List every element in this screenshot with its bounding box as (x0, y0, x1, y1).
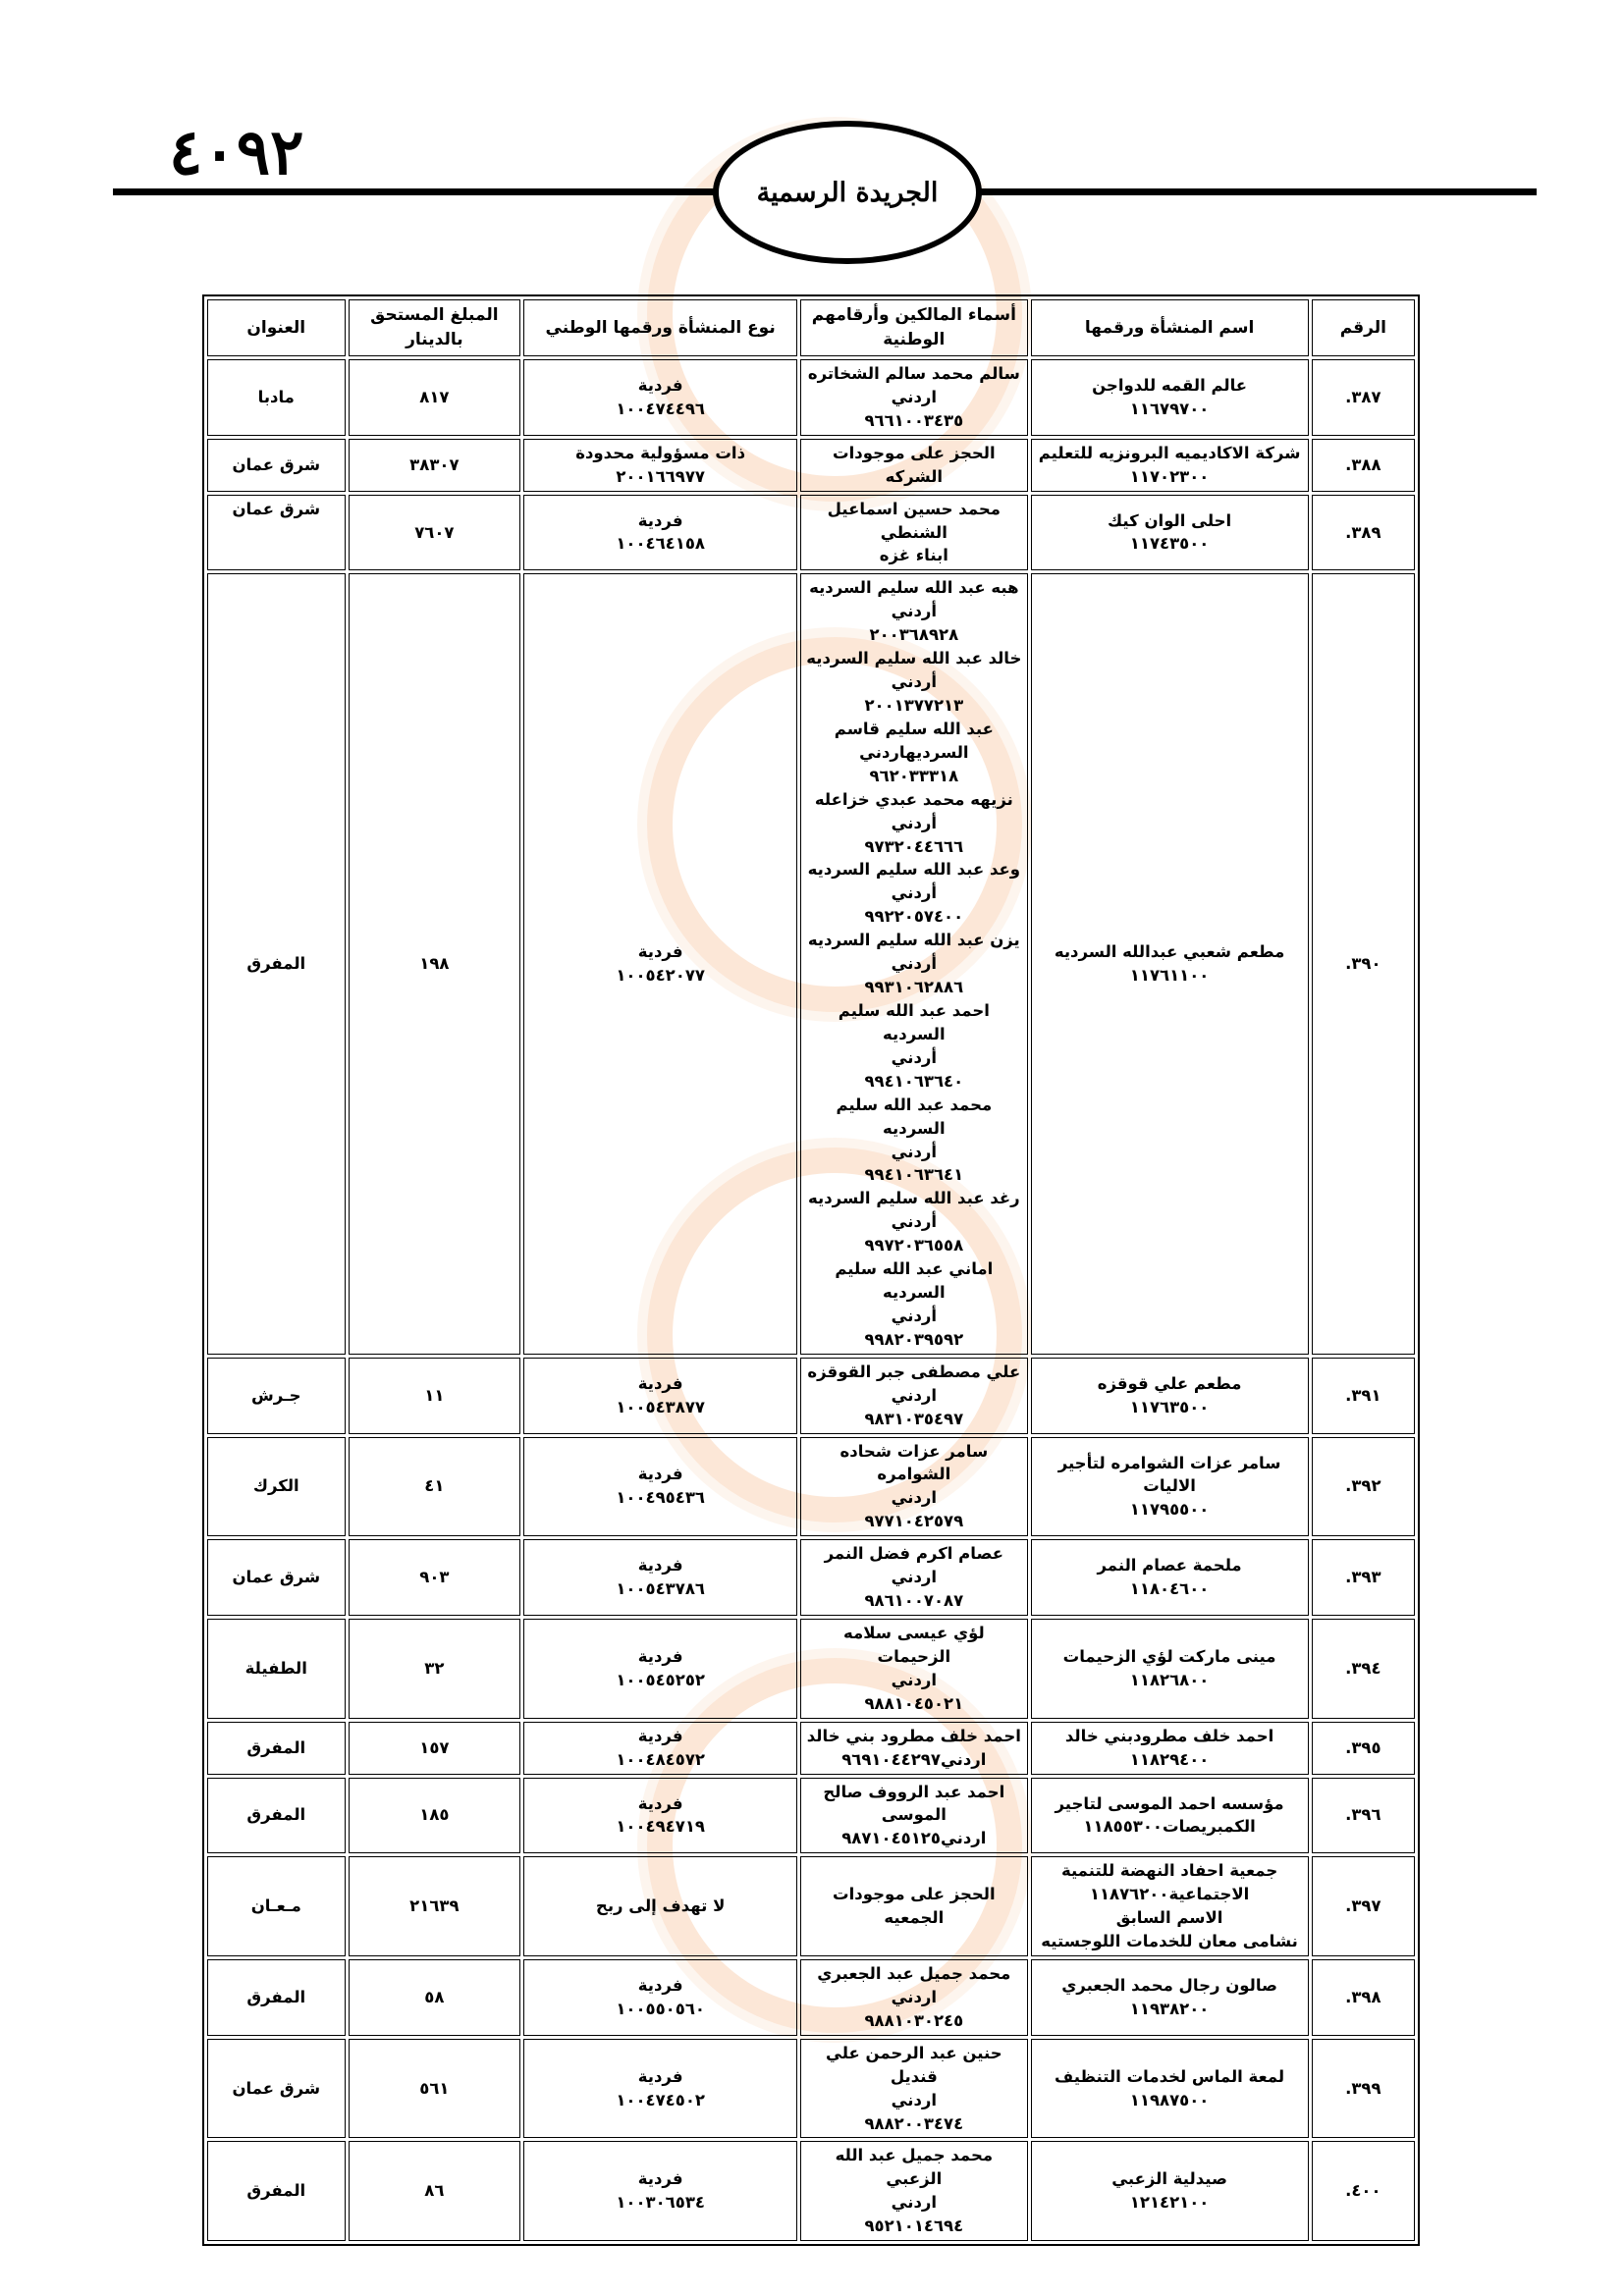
address-cell: مادبا (207, 359, 346, 436)
owners-line: اردني (891, 1987, 938, 2006)
establishment-name-cell (1031, 1437, 1309, 1537)
owners-line: أردني (891, 883, 938, 903)
owners-line: سامر عزات شحاده الشوامره (839, 1441, 989, 1484)
owners-line: اردني (891, 1385, 938, 1405)
owners-line: ٩٩٣١٠٦٢٨٨٦ (864, 978, 964, 997)
row-number-cell: ٣٩٧. (1312, 1856, 1415, 1956)
address-cell: شرق عمان (207, 2039, 346, 2139)
owners-line: ٩٩٨٢٠٣٩٥٩٢ (864, 1329, 964, 1349)
table-header-row (207, 299, 1415, 356)
establishment-name-line: لمعة الماس لخدمات التنظيف (1055, 2066, 1285, 2086)
establishment-type-line: ١٠٠٣٠٦٥٣٤ (616, 2193, 705, 2213)
owners-line: أردني (891, 1212, 938, 1232)
address-cell: الكرك (207, 1437, 346, 1537)
owners-line: ٩٩٢٢٠٥٧٤٠٠ (864, 907, 964, 927)
owners-line: أردني (891, 1142, 938, 1161)
amount-cell: ٧٦٠٧ (349, 495, 521, 571)
address-cell: الطفيلة (207, 1619, 346, 1719)
row-number-cell: ٣٩٤. (1312, 1619, 1415, 1719)
establishment-type-cell (523, 359, 797, 436)
owners-cell (800, 359, 1027, 436)
owners-cell (800, 1437, 1027, 1537)
owners-line: أردني (891, 813, 938, 832)
establishment-name-line: ١١٧٦٣٥٠٠ (1129, 1397, 1210, 1416)
col-header-number: الرقم (1312, 299, 1415, 356)
establishment-type-cell (523, 1722, 797, 1775)
owners-line: لؤي عيسى سلامه الزحيمات (843, 1624, 985, 1666)
amount-cell: ٨١٧ (349, 359, 521, 436)
owners-line: محمد جميل عبد الله الزعبي (835, 2146, 994, 2189)
owners-line: خالد عبد الله سليم السرديه (806, 649, 1022, 668)
address-cell: جـرش (207, 1358, 346, 1434)
address-cell: شرق عمان (207, 495, 346, 571)
owners-line: أردني (891, 1306, 938, 1325)
amount-cell: ١١ (349, 1358, 521, 1434)
establishment-name-cell (1031, 1722, 1309, 1775)
establishment-name-cell (1031, 1539, 1309, 1616)
owners-line: اردني (891, 387, 938, 406)
row-number-cell: ٣٩٩. (1312, 2039, 1415, 2139)
owners-cell (800, 495, 1027, 571)
establishment-type-line: ذات مسؤولية محدودة (575, 443, 746, 462)
owners-line: الموسى (881, 1805, 947, 1825)
owners-line: أردني (891, 672, 938, 692)
owners-cell (800, 1722, 1027, 1775)
owners-cell (800, 1959, 1027, 2036)
establishment-type-cell (523, 573, 797, 1354)
owners-line: نزيهه محمد عبدي خزاعله (814, 789, 1013, 809)
establishment-name-line: مؤسسه احمد الموسى لتاجير (1055, 1793, 1284, 1813)
owners-line: اردني (891, 1488, 938, 1508)
establishment-type-line: ١٠٠٥٤٣٧٨٦ (616, 1579, 705, 1599)
owners-line: ٩٧٧١٠٤٢٥٧٩ (864, 1512, 964, 1531)
establishment-type-line: ٢٠٠١٦٦٩٧٧ (616, 466, 705, 486)
owners-line: محمد عبد الله سليم السرديه (836, 1095, 993, 1138)
establishment-name-cell (1031, 573, 1309, 1354)
row-number-cell: ٣٩٨. (1312, 1959, 1415, 2036)
owners-line: ٩٩٤١٠٦٣٦٤١ (864, 1165, 964, 1185)
establishment-name-line: ١٢١٤٢١٠٠ (1129, 2193, 1210, 2213)
establishment-name-cell (1031, 359, 1309, 436)
owners-line: رغد عبد الله سليم السرديه (808, 1189, 1020, 1208)
owners-line: محمد حسين اسماعيل الشنطي (827, 499, 1001, 542)
establishment-name-cell (1031, 495, 1309, 571)
col-header-amount: المبلغ المستحق بالدينار (349, 299, 521, 356)
establishment-type-line: ١٠٠٥٤٢٠٧٧ (616, 966, 705, 986)
establishment-type-line: فردية (637, 1556, 683, 1575)
establishment-type-line: لا تهدف إلى ربح (595, 1896, 726, 1916)
table-row (207, 1722, 1415, 1775)
establishment-name-line: ١١٨٠٤٦٠٠ (1129, 1579, 1210, 1599)
establishment-type-line: ١٠٠٥٤٣٨٧٧ (616, 1397, 705, 1416)
owners-line: سالم محمد سالم الشخاتره (807, 364, 1020, 383)
owners-line: حنين عبد الرحمن علي قنديل (826, 2043, 1002, 2086)
establishment-name-line: احمد خلف مطرودبني خالد (1064, 1726, 1274, 1745)
owners-line: علي مصطفى جبر القوقزه (807, 1362, 1021, 1381)
amount-cell: ١٩٨ (349, 573, 521, 1354)
establishment-type-line: ١٠٠٤٨٤٥٧٢ (616, 1749, 705, 1769)
establishment-name-line: ١١٧٩٥٥٠٠ (1129, 1500, 1210, 1520)
table-row (207, 495, 1415, 571)
address-cell: المفرق (207, 573, 346, 1354)
col-header-type: نوع المنشأة ورقمها الوطني (523, 299, 797, 356)
table-row (207, 1856, 1415, 1956)
owners-line: أردني (891, 954, 938, 974)
owners-line: ٩٦٦١٠٠٣٤٣٥ (864, 410, 964, 430)
owners-cell (800, 2039, 1027, 2139)
col-header-address: العنوان (207, 299, 346, 356)
owners-line: ٩٦٢٠٣٣٣١٨ (869, 766, 959, 785)
establishment-name-line: ١١٩٣٨٢٠٠ (1129, 1999, 1210, 2018)
owners-line: ٢٠٠٣٦٨٩٢٨ (869, 625, 959, 645)
establishment-type-cell (523, 1619, 797, 1719)
owners-cell (800, 1619, 1027, 1719)
establishment-name-line: مطعم شعبي عبدالله السرديه (1054, 942, 1285, 962)
table-row (207, 1437, 1415, 1537)
address-cell: المفرق (207, 1959, 346, 2036)
establishment-name-cell (1031, 1856, 1309, 1956)
owners-line: وعد عبد الله سليم السرديه (807, 860, 1021, 880)
owners-cell (800, 1358, 1027, 1434)
establishment-type-line: فردية (637, 2066, 683, 2086)
establishment-type-cell (523, 1856, 797, 1956)
establishment-name-line: الاجتماعية١١٨٧٦٢٠٠ (1089, 1885, 1250, 1904)
table-row (207, 1358, 1415, 1434)
establishment-name-line: سامر عزات الشوامره لتأجير (1057, 1453, 1281, 1472)
address-cell: مـعـان (207, 1856, 346, 1956)
establishment-type-cell (523, 2039, 797, 2139)
establishment-type-line: فردية (637, 510, 683, 530)
row-number-cell: ٤٠٠. (1312, 2141, 1415, 2241)
table-row (207, 359, 1415, 436)
establishment-type-cell (523, 1959, 797, 2036)
row-number-cell: ٣٨٩. (1312, 495, 1415, 571)
owners-cell (800, 1856, 1027, 1956)
owners-line: الحجز على موجودات الجمعيه (833, 1885, 996, 1928)
owners-line: ٩٨٦١٠٠٧٠٨٧ (864, 1591, 964, 1611)
row-number-cell: ٣٩١. (1312, 1358, 1415, 1434)
table-row (207, 1778, 1415, 1854)
owners-line: ٩٨٨٢٠٠٣٤٧٤ (864, 2113, 964, 2133)
establishment-name-cell (1031, 439, 1309, 492)
establishment-name-cell (1031, 1959, 1309, 2036)
owners-line: محمد جميل عبد الجعبري (817, 1964, 1011, 1983)
establishment-name-line: الاليات (1143, 1476, 1196, 1496)
table-row (207, 439, 1415, 492)
owners-cell (800, 2141, 1027, 2241)
establishment-type-line: ١٠٠٤٧٤٥٠٢ (616, 2090, 705, 2109)
owners-line: ٩٨٨١٠٣٠٢٤٥ (864, 2010, 964, 2030)
row-number-cell: ٣٩٦. (1312, 1778, 1415, 1854)
establishment-name-cell (1031, 2039, 1309, 2139)
col-header-owners: أسماء المالكين وأرقامهم الوطنية (800, 299, 1027, 356)
establishment-type-cell (523, 2141, 797, 2241)
row-number-cell: ٣٩٣. (1312, 1539, 1415, 1616)
row-number-cell: ٣٩٥. (1312, 1722, 1415, 1775)
amount-cell: ٣٨٣٠٧ (349, 439, 521, 492)
amount-cell: ٥٨ (349, 1959, 521, 2036)
owners-line: السرديهاردني (859, 742, 969, 762)
establishment-type-cell (523, 1358, 797, 1434)
establishment-name-line: عالم القمه للدواجن (1092, 375, 1248, 395)
row-number-cell: ٣٩٠. (1312, 573, 1415, 1354)
amount-cell: ٨٦ (349, 2141, 521, 2241)
owners-line: يزن عبد الله سليم السرديه (807, 931, 1020, 950)
owners-line: اردني٩٦٩١٠٤٤٢٩٧ (841, 1749, 987, 1769)
amount-cell: ١٥٧ (349, 1722, 521, 1775)
page-number: ٤٠٩٢ (169, 116, 304, 189)
establishment-name-line: الاسم السابق (1115, 1908, 1223, 1928)
establishment-type-line: ١٠٠٤٩٤٧١٩ (616, 1817, 705, 1837)
address-cell: شرق عمان (207, 439, 346, 492)
owners-line: احمد خلف مطرود بني خالد (806, 1726, 1021, 1745)
establishment-type-line: فردية (637, 1465, 683, 1484)
owners-line: احمد عبد الله سليم السرديه (838, 1000, 990, 1043)
owners-line: اردني (891, 1670, 938, 1689)
owners-line: عصام اكرم فضل النمر (824, 1544, 1004, 1564)
establishment-name-cell (1031, 1778, 1309, 1854)
establishment-type-line: فردية (637, 942, 683, 962)
establishment-name-line: شركة الاكاديميه البرونزيه للتعليم (1038, 443, 1301, 462)
establishment-type-cell (523, 1539, 797, 1616)
amount-cell: ٤١ (349, 1437, 521, 1537)
establishment-name-cell (1031, 1619, 1309, 1719)
owners-cell (800, 1539, 1027, 1616)
establishment-name-line: ١١٧٦١١٠٠ (1129, 966, 1210, 986)
owners-line: ٩٧٣٢٠٤٤٦٦٦ (864, 836, 964, 856)
row-number-cell: ٣٨٨. (1312, 439, 1415, 492)
owners-line: ابناء غزه (879, 546, 948, 565)
establishment-name-cell (1031, 2141, 1309, 2241)
address-cell: شرق عمان (207, 1539, 346, 1616)
owners-line: احمد عبد الرووف صالح (823, 1782, 1005, 1801)
address-cell: المفرق (207, 1722, 346, 1775)
col-header-name: اسم المنشأة ورقمها (1031, 299, 1309, 356)
owners-cell (800, 439, 1027, 492)
establishment-type-line: ١٠٠٥٤٥٢٥٢ (616, 1670, 705, 1689)
owners-line: اردني٩٨٧١٠٤٥١٢٥ (841, 1829, 987, 1848)
owners-cell (800, 1778, 1027, 1854)
address-cell: المفرق (207, 2141, 346, 2241)
establishment-type-line: فردية (637, 1975, 683, 1995)
establishment-name-line: ملحمة عصام النمر (1097, 1556, 1242, 1575)
establishment-type-line: ١٠٠٤٦٤١٥٨ (616, 534, 705, 554)
establishment-name-line: صالون رجال محمد الجعبري (1061, 1975, 1277, 1995)
address-cell: المفرق (207, 1778, 346, 1854)
owners-line: ٢٠٠١٣٧٧٢١٣ (864, 695, 964, 715)
establishment-name-line: مينى ماركت لؤي الزحيمات (1062, 1646, 1276, 1666)
owners-line: ٩٩٤١٠٦٣٦٤٠ (864, 1071, 964, 1091)
table-row (207, 1539, 1415, 1616)
owners-line: ٩٨٣١٠٣٥٤٩٧ (864, 1409, 964, 1428)
establishment-name-line: ١١٧٠٢٣٠٠ (1129, 466, 1210, 486)
owners-line: هبه عبد الله سليم السرديه (809, 578, 1019, 598)
owners-line: ٩٩٧٢٠٣٦٥٥٨ (864, 1236, 964, 1255)
establishment-type-cell (523, 495, 797, 571)
owners-line: أردني (891, 602, 938, 621)
establishment-name-line: جمعية احفاد النهضة للتنمية (1060, 1861, 1278, 1881)
amount-cell: ٣٢ (349, 1619, 521, 1719)
table-row (207, 1959, 1415, 2036)
owners-line: ٩٨٨١٠٤٥٠٢١ (864, 1693, 964, 1713)
table-row (207, 1619, 1415, 1719)
amount-cell: ٥٦١ (349, 2039, 521, 2139)
establishment-name-line: احلى الوان كيك (1108, 510, 1232, 530)
owners-line: اردني (891, 2090, 938, 2109)
establishment-name-line: نشامى معان للخدمات اللوجستيه (1041, 1932, 1298, 1951)
establishment-type-line: فردية (637, 1726, 683, 1745)
owners-cell (800, 573, 1027, 1354)
establishment-name-line: الكمبريصات١١٨٥٥٣٠٠ (1083, 1817, 1256, 1837)
gazette-title: الجريدة الرسمية (713, 121, 982, 264)
establishment-type-line: فردية (637, 1646, 683, 1666)
table-row (207, 2141, 1415, 2241)
establishment-type-line: فردية (637, 375, 683, 395)
owners-line: الحجز على موجودات الشركه (833, 443, 996, 486)
establishment-name-line: ١١٩٨٧٥٠٠ (1129, 2090, 1210, 2109)
establishment-type-cell (523, 1437, 797, 1537)
establishment-type-line: ١٠٠٤٩٥٤٣٦ (616, 1488, 705, 1508)
establishment-name-line: مطعم علي قوقزه (1097, 1373, 1242, 1393)
owners-line: اردني (891, 2193, 938, 2213)
establishment-type-cell (523, 1778, 797, 1854)
establishment-type-cell (523, 439, 797, 492)
row-number-cell: ٣٩٢. (1312, 1437, 1415, 1537)
amount-cell: ٩٠٣ (349, 1539, 521, 1616)
establishment-name-line: صيدلية الزعبي (1111, 2169, 1227, 2189)
establishment-name-line: ١١٦٧٩٧٠٠ (1129, 399, 1210, 418)
owners-line: اماني عبد الله سليم السرديه (835, 1259, 994, 1303)
amount-cell: ١٨٥ (349, 1778, 521, 1854)
records-table (202, 294, 1420, 2246)
establishment-type-line: فردية (637, 1373, 683, 1393)
establishment-type-line: فردية (637, 2169, 683, 2189)
amount-cell: ٢١٦٣٩ (349, 1856, 521, 1956)
table-row (207, 2039, 1415, 2139)
table-row (207, 573, 1415, 1354)
establishment-type-line: ١٠٠٥٥٠٥٦٠ (616, 1999, 705, 2018)
row-number-cell: ٣٨٧. (1312, 359, 1415, 436)
establishment-name-line: ١١٧٤٣٥٠٠ (1129, 534, 1210, 554)
establishment-type-line: فردية (637, 1793, 683, 1813)
establishment-type-line: ١٠٠٤٧٤٤٩٦ (616, 399, 705, 418)
establishment-name-line: ١١٨٢٦٨٠٠ (1129, 1670, 1210, 1689)
owners-line: أردني (891, 1047, 938, 1067)
owners-line: اردني (891, 1568, 938, 1587)
owners-line: عبد الله سليم قاسم (834, 719, 994, 738)
establishment-name-cell (1031, 1358, 1309, 1434)
owners-line: ٩٥٢١٠١٤٦٩٤ (864, 2216, 964, 2236)
establishment-name-line: ١١٨٢٩٤٠٠ (1129, 1749, 1210, 1769)
